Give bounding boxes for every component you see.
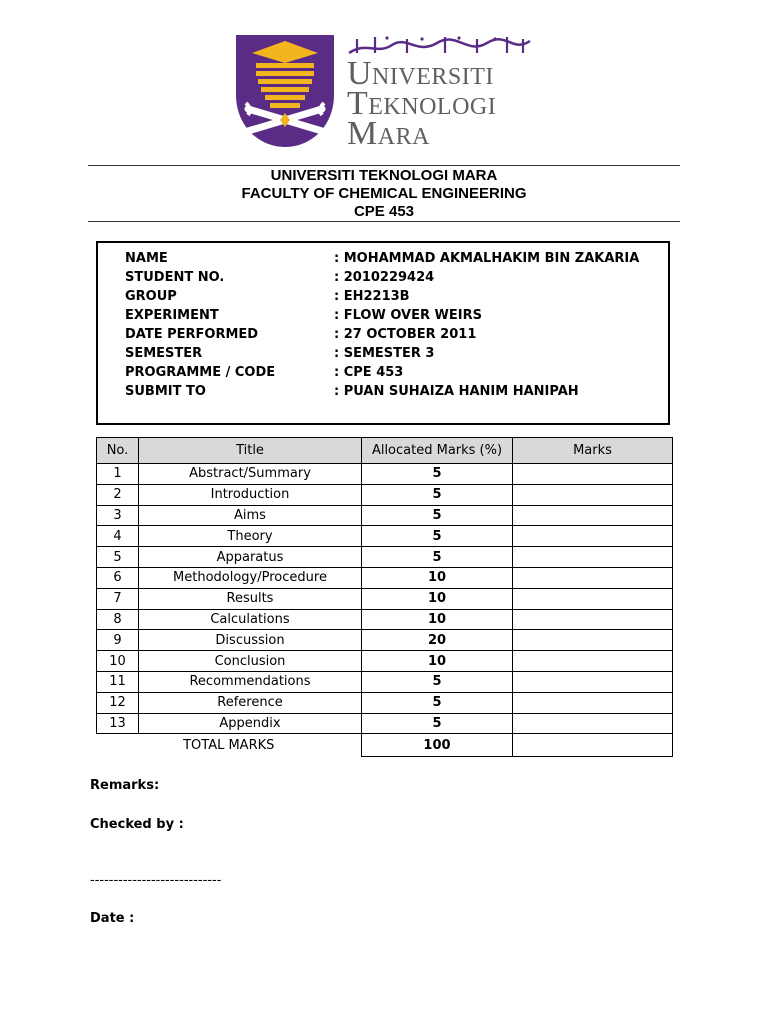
row-title: Apparatus	[139, 547, 362, 568]
row-title: Appendix	[139, 713, 362, 734]
header-top-rule	[88, 165, 680, 166]
row-title: Reference	[139, 692, 362, 713]
row-allocated: 5	[362, 713, 513, 734]
row-allocated: 10	[362, 588, 513, 609]
row-marks[interactable]	[513, 630, 673, 651]
header-no: No.	[97, 438, 139, 464]
row-allocated: 5	[362, 547, 513, 568]
row-no: 7	[97, 588, 139, 609]
total-marks-cell[interactable]	[513, 734, 673, 757]
info-value-semester: : SEMESTER 3	[334, 346, 435, 361]
course-code: CPE 453	[353, 203, 415, 220]
logo-wordmark	[347, 55, 497, 152]
row-title: Discussion	[139, 630, 362, 651]
row-marks[interactable]	[513, 484, 673, 505]
row-marks[interactable]	[513, 671, 673, 692]
row-marks[interactable]	[513, 609, 673, 630]
row-title: Theory	[139, 526, 362, 547]
total-value: 100	[362, 734, 513, 757]
logo-line-3: Mara	[347, 115, 430, 152]
row-no: 9	[97, 630, 139, 651]
info-value-name: : MOHAMMAD AKMALHAKIM BIN ZAKARIA	[334, 251, 640, 266]
table-row	[97, 505, 673, 526]
university-title: UNIVERSITI TEKNOLOGI MARA	[270, 167, 498, 184]
row-marks[interactable]	[513, 651, 673, 672]
row-allocated: 5	[362, 484, 513, 505]
row-title: Recommendations	[139, 671, 362, 692]
student-info-box	[96, 241, 670, 425]
table-row	[97, 464, 673, 485]
row-marks[interactable]	[513, 713, 673, 734]
row-allocated: 10	[362, 567, 513, 588]
row-no: 11	[97, 671, 139, 692]
table-header-row	[97, 438, 673, 464]
header-bottom-rule	[88, 221, 680, 222]
row-no: 3	[97, 505, 139, 526]
university-logo	[234, 33, 534, 153]
row-allocated: 5	[362, 464, 513, 485]
row-title: Conclusion	[139, 651, 362, 672]
faculty-title: FACULTY OF CHEMICAL ENGINEERING	[241, 185, 527, 202]
table-row	[97, 692, 673, 713]
info-value-student-no: : 2010229424	[334, 270, 435, 285]
total-label: TOTAL MARKS	[183, 738, 275, 754]
table-row	[97, 671, 673, 692]
row-title: Methodology/Procedure	[139, 567, 362, 588]
row-title: Aims	[139, 505, 362, 526]
date-label: Date :	[90, 911, 135, 926]
table-row	[97, 713, 673, 734]
total-row	[97, 734, 673, 757]
marks-table	[96, 437, 673, 757]
row-allocated: 10	[362, 651, 513, 672]
table-row	[97, 567, 673, 588]
row-allocated: 5	[362, 692, 513, 713]
row-title: Results	[139, 588, 362, 609]
row-title: Abstract/Summary	[139, 464, 362, 485]
row-marks[interactable]	[513, 547, 673, 568]
row-no: 2	[97, 484, 139, 505]
remarks-label: Remarks:	[90, 778, 160, 793]
checked-by-label: Checked by :	[90, 817, 184, 832]
info-label-name: NAME	[125, 251, 168, 266]
row-title: Calculations	[139, 609, 362, 630]
signature-line: ----------------------------	[90, 873, 222, 888]
header-title: Title	[139, 438, 362, 464]
row-marks[interactable]	[513, 505, 673, 526]
row-allocated: 20	[362, 630, 513, 651]
row-no: 13	[97, 713, 139, 734]
row-marks[interactable]	[513, 692, 673, 713]
table-row	[97, 609, 673, 630]
table-row	[97, 588, 673, 609]
info-label-group: GROUP	[125, 289, 177, 304]
row-no: 12	[97, 692, 139, 713]
info-value-group: : EH2213B	[334, 289, 410, 304]
header-allocated: Allocated Marks (%)	[362, 438, 513, 464]
row-no: 1	[97, 464, 139, 485]
uitm-crest-icon	[234, 33, 338, 149]
row-marks[interactable]	[513, 588, 673, 609]
info-label-student-no: STUDENT NO.	[125, 270, 225, 285]
info-value-programme: : CPE 453	[334, 365, 404, 380]
info-value-experiment: : FLOW OVER WEIRS	[334, 308, 482, 323]
logo-line-1: Universiti	[347, 55, 494, 92]
row-no: 10	[97, 651, 139, 672]
table-row	[97, 526, 673, 547]
row-no: 6	[97, 567, 139, 588]
row-allocated: 5	[362, 505, 513, 526]
row-no: 4	[97, 526, 139, 547]
row-marks[interactable]	[513, 464, 673, 485]
row-marks[interactable]	[513, 567, 673, 588]
table-row	[97, 484, 673, 505]
table-row	[97, 547, 673, 568]
row-allocated: 10	[362, 609, 513, 630]
row-allocated: 5	[362, 671, 513, 692]
info-label-date-performed: DATE PERFORMED	[125, 327, 259, 342]
info-label-programme: PROGRAMME / CODE	[125, 365, 276, 380]
table-row	[97, 630, 673, 651]
row-no: 8	[97, 609, 139, 630]
header-marks: Marks	[513, 438, 673, 464]
info-label-semester: SEMESTER	[125, 346, 203, 361]
info-value-submit-to: : PUAN SUHAIZA HANIM HANIPAH	[334, 384, 579, 399]
row-marks[interactable]	[513, 526, 673, 547]
info-value-date-performed: : 27 OCTOBER 2011	[334, 327, 477, 342]
row-allocated: 5	[362, 526, 513, 547]
row-title: Introduction	[139, 484, 362, 505]
info-label-experiment: EXPERIMENT	[125, 308, 219, 323]
info-label-submit-to: SUBMIT TO	[125, 384, 206, 399]
row-no: 5	[97, 547, 139, 568]
logo-line-2: Teknologi	[347, 85, 497, 122]
table-row	[97, 651, 673, 672]
